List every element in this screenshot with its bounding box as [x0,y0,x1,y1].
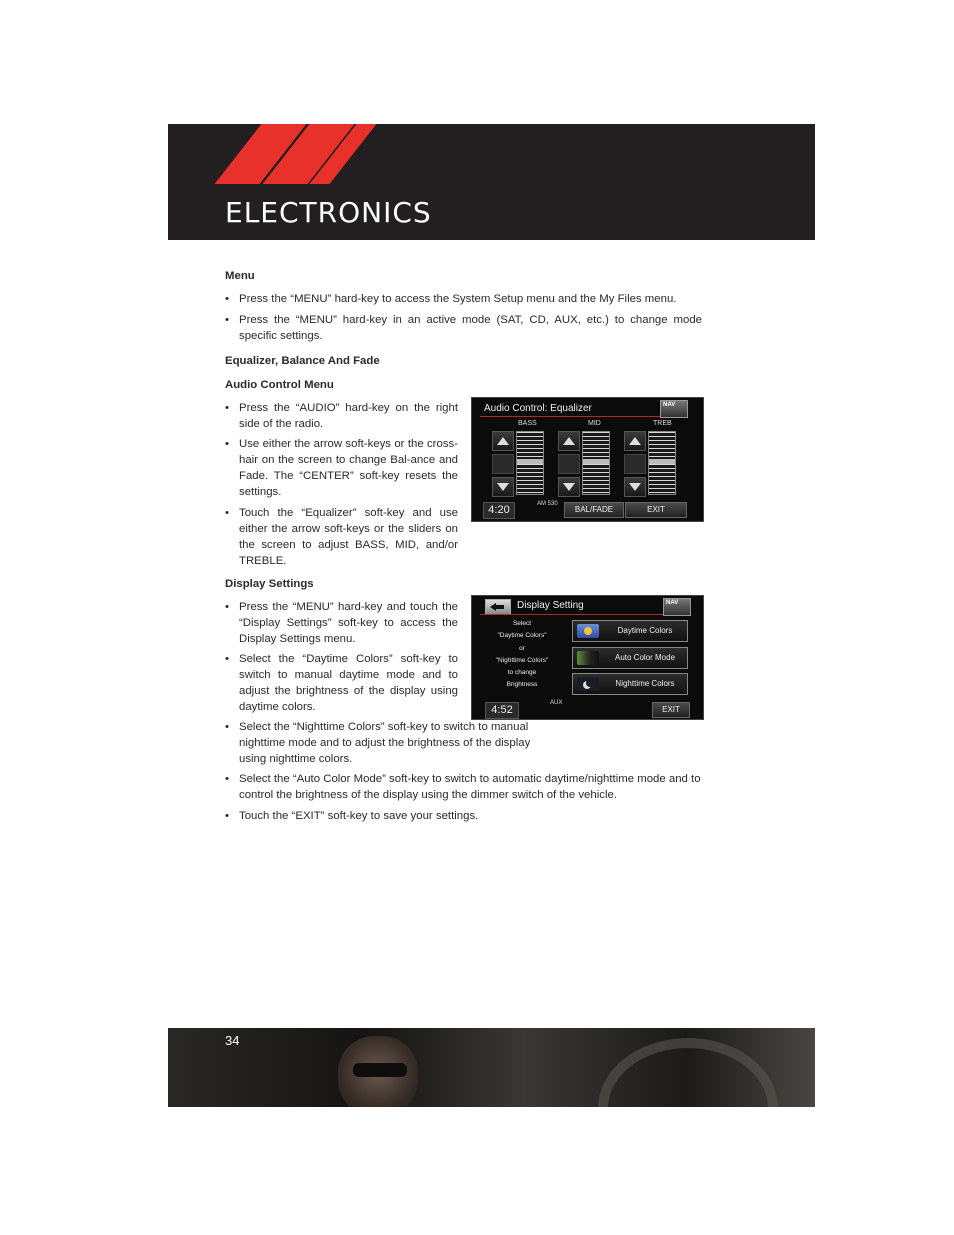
chapter-title: ELECTRONICS [225,196,432,229]
station-label: AM 530 [537,501,558,507]
display-bullet: • Select the “Daytime Colors” soft-key to switch to manual daytime mode and to adjust the brightness of the display using daytime colors. [225,651,458,715]
treb-center-button[interactable] [624,454,646,474]
sunglasses [353,1063,407,1077]
audio-bullet: • Use either the arrow soft-keys or the cross-hair on the screen to change Bal-ance and Fade. The “CENTER” soft-key resets the settings. [225,436,458,500]
daytime-colors-button[interactable] [572,620,688,642]
audio-bullet: • Press the “AUDIO” hard-key on the right side of the radio. [225,400,458,432]
back-button[interactable] [485,599,511,615]
instruction-line: "Nighttime Colors" [495,656,549,664]
equalizer-screen [471,397,704,522]
moon-icon [577,677,599,691]
back-arrow-icon [496,605,504,609]
instruction-line: or [519,644,525,652]
auto-color-mode-button[interactable] [572,647,688,669]
instruction-line: Brightness [506,681,538,689]
auto-mode-icon [577,651,599,665]
bass-down-button[interactable] [492,477,514,497]
menu-bullet: • Press the “MENU” hard-key in an active mode (SAT, CD, AUX, etc.) to change mode specific settings. [225,312,702,344]
up-arrow-icon [629,437,641,445]
treb-slider[interactable] [648,431,676,495]
sun-icon [584,627,592,635]
display-bullet: • Select the “Nighttime Colors” soft-key to switch to manual nighttime mode and to adjust the brightness of the display using nighttime colors. [225,719,559,767]
bass-center-button[interactable] [492,454,514,474]
steering-wheel [598,1038,778,1107]
display-settings-heading: Display Settings [225,578,314,590]
down-arrow-icon [629,483,641,491]
title-underline [480,416,688,417]
menu-bullet: • Press the “MENU” hard-key to access the System Setup menu and the My Files menu. [225,291,702,307]
nav-icon[interactable] [663,598,691,616]
slider-knob[interactable] [517,459,543,464]
up-arrow-icon [563,437,575,445]
chapter-header [168,124,815,240]
nighttime-colors-button[interactable] [572,673,688,695]
audio-control-heading: Audio Control Menu [225,379,334,391]
mid-up-button[interactable] [558,431,580,451]
exit-button[interactable]: EXIT [652,702,690,718]
clock: 4:52 [485,702,519,719]
button-label: Auto Color Mode [614,653,676,662]
display-bullet: • Select the “Auto Color Mode” soft-key to switch to automatic daytime/nighttime mode and to control the brightness of the display using the dimmer switch of the vehicle. [225,771,702,803]
treb-down-button[interactable] [624,477,646,497]
nav-label: NAV [663,402,676,408]
nav-icon[interactable] [660,400,688,418]
screen-title: Display Setting [517,600,584,611]
footer-photo [168,1028,815,1107]
display-setting-screen [471,595,704,720]
bal-fade-button[interactable]: BAL/FADE [564,502,624,518]
sun-icon [577,624,599,638]
mid-slider[interactable] [582,431,610,495]
audio-bullet: • Touch the “Equalizer” soft-key and use either the arrow soft-keys or the sliders on the screen to adjust BASS, MID, and/or TREBLE. [225,505,458,569]
instruction-line: "Daytime Colors" [497,632,547,640]
slider-knob[interactable] [649,459,675,464]
instruction-text [482,618,562,692]
display-bullet: • Touch the “EXIT” soft-key to save your settings. [225,808,702,824]
source-label: AUX [550,700,563,706]
bass-up-button[interactable] [492,431,514,451]
up-arrow-icon [497,437,509,445]
band-label-treb: TREB [653,420,672,427]
eq-heading: Equalizer, Balance And Fade [225,355,380,367]
title-underline [480,614,688,615]
screen-title: Audio Control: Equalizer [484,403,592,414]
instruction-line: Select [512,620,532,627]
display-bullet: • Press the “MENU” hard-key and touch the “Display Settings” soft-key to access the Display Settings menu. [225,599,458,647]
down-arrow-icon [497,483,509,491]
mid-down-button[interactable] [558,477,580,497]
treb-up-button[interactable] [624,431,646,451]
moon-icon [586,679,594,687]
mid-center-button[interactable] [558,454,580,474]
button-label: Nighttime Colors [615,679,675,688]
menu-heading: Menu [225,270,255,282]
page-number: 34 [225,1033,240,1048]
bass-slider[interactable] [516,431,544,495]
exit-button[interactable]: EXIT [625,502,687,518]
slider-knob[interactable] [583,459,609,464]
instruction-line: to change [507,669,537,677]
clock: 4:20 [483,502,515,519]
button-label: Daytime Colors [617,626,673,635]
nav-label: NAV [666,600,679,606]
band-label-mid: MID [588,420,601,427]
band-label-bass: BASS [518,420,537,427]
down-arrow-icon [563,483,575,491]
